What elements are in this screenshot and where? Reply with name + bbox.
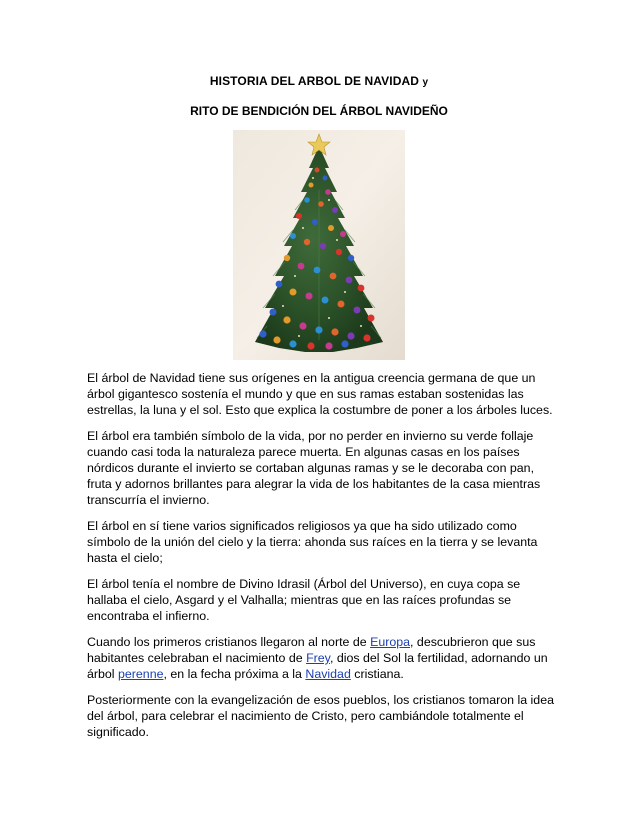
paragraph-religious-meaning: El árbol en sí tiene varios significados religiosos ya que ha sido utilizado como símbolo de la unión del cielo y la tierra: ahonda sus raíces en la tierra y se levanta hasta el cielo; — [87, 519, 538, 565]
document-title-suffix: y — [422, 77, 429, 88]
p5-text-3: , dios del Sol la fertilidad, adornando un árbol — [87, 651, 548, 681]
paragraph-first-christians — [87, 634, 557, 682]
p5-text-2: , descubrieron que sus habitantes celebraban el nacimiento de — [87, 635, 536, 665]
paragraph-idrasil: El árbol tenía el nombre de Divino Idrasil (Árbol del Universo), en cuya copa se hallaba el cielo, Asgard y el Valhalla; mientras que en las raíces profundas se encontraba el infierno. — [87, 577, 521, 623]
p5-text-4: , en la fecha próxima a la — [163, 667, 306, 681]
paragraph-symbol-of-life: El árbol era también símbolo de la vida, por no perder en invierno su verde follaje cuando casi toda la naturaleza parece muerta. En algunas casas en los países nórdicos durante el invierto se cortaban algunas ramas y se le decoraba con pan, fruta y adornos brillantes para alegrar la vida de los habitantes de la casa mientras transcurría el invierno. — [87, 429, 541, 507]
link-perenne[interactable]: perenne — [118, 667, 164, 681]
paragraph-origins: El árbol de Navidad tiene sus orígenes en la antigua creencia germana de que un árbol gigantesco sostenía el mundo y que en sus ramas estaban sostenidas las estrellas, la luna y el sol. Esto que explica la costumbre de poner a los árboles luces. — [87, 371, 553, 417]
document-subtitle: RITO DE BENDICIÓN DEL ÁRBOL NAVIDEÑO — [190, 104, 448, 118]
document-title-main: HISTORIA DEL ARBOL DE NAVIDAD — [209, 74, 420, 88]
christmas-tree-image — [233, 130, 405, 360]
p5-text-1: Cuando los primeros cristianos llegaron al norte de — [87, 635, 371, 649]
p5-text-5: cristiana. — [350, 667, 404, 681]
paragraph-evangelization: Posteriormente con la evangelización de esos pueblos, los cristianos tomaron la idea del árbol, para celebrar el nacimiento de Cristo, pero cambiándole totalmente el significado. — [87, 693, 554, 739]
article-body — [87, 370, 557, 750]
document-title — [0, 74, 638, 88]
link-frey[interactable]: Frey — [306, 651, 330, 665]
link-navidad[interactable]: Navidad — [305, 667, 351, 681]
link-europa[interactable]: Europa — [370, 635, 411, 649]
